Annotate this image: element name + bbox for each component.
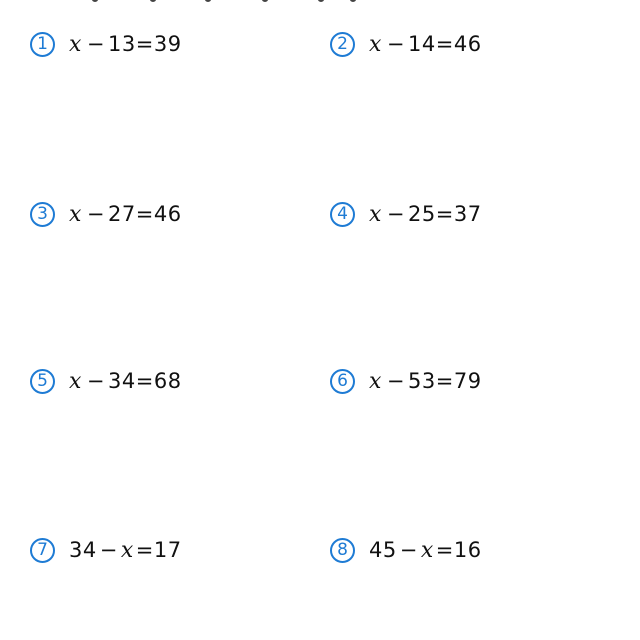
equation	[369, 202, 482, 227]
equation-result: 79	[453, 368, 482, 393]
equation	[369, 32, 482, 57]
equation-left: 45	[369, 537, 397, 562]
equals-sign: =	[435, 537, 454, 562]
problem-3	[30, 197, 182, 231]
equation	[69, 369, 182, 394]
minus-sign: −	[86, 368, 106, 393]
problem-7	[30, 533, 182, 567]
equation	[69, 202, 182, 227]
equation-left: x	[369, 31, 382, 57]
equation-result: 46	[153, 201, 182, 226]
equation-right: 25	[408, 201, 436, 226]
equation	[369, 538, 482, 563]
problem-6	[330, 364, 482, 398]
equation-right: 34	[108, 368, 136, 393]
equation-left: x	[369, 201, 382, 227]
equation-right: 13	[108, 31, 136, 56]
minus-sign: −	[386, 368, 406, 393]
minus-sign: −	[86, 31, 106, 56]
problem-2	[330, 27, 482, 61]
minus-sign: −	[399, 537, 418, 562]
equals-sign: =	[435, 368, 454, 393]
equation-result: 39	[153, 31, 182, 56]
minus-sign: −	[386, 201, 406, 226]
equals-sign: =	[135, 31, 154, 56]
cropped-top-text	[0, 0, 640, 4]
equation-left: x	[69, 201, 82, 227]
equals-sign: =	[135, 368, 154, 393]
equation-left: 34	[69, 537, 97, 562]
equation-right: x	[420, 537, 434, 563]
equation-left: x	[69, 368, 82, 394]
problem-number-badge: 4	[330, 202, 355, 227]
problem-number-badge: 5	[30, 369, 55, 394]
problem-number-badge: 8	[330, 538, 355, 563]
minus-sign: −	[86, 201, 106, 226]
equation	[69, 538, 182, 563]
problem-number-badge: 7	[30, 538, 55, 563]
equals-sign: =	[135, 201, 154, 226]
problem-number-badge: 2	[330, 32, 355, 57]
problem-5	[30, 364, 182, 398]
problem-number-badge: 1	[30, 32, 55, 57]
problem-number-badge: 6	[330, 369, 355, 394]
problem-4	[330, 197, 482, 231]
equation-result: 37	[453, 201, 482, 226]
equation	[369, 369, 482, 394]
equation-right: 14	[408, 31, 436, 56]
equals-sign: =	[435, 31, 454, 56]
minus-sign: −	[99, 537, 118, 562]
equation-right: x	[120, 537, 134, 563]
problem-1	[30, 27, 182, 61]
equation-result: 17	[153, 537, 182, 562]
equals-sign: =	[435, 201, 454, 226]
problem-number-badge: 3	[30, 202, 55, 227]
minus-sign: −	[386, 31, 406, 56]
problem-8	[330, 533, 482, 567]
equation-result: 16	[453, 537, 482, 562]
equation-left: x	[69, 31, 82, 57]
equation-right: 27	[108, 201, 136, 226]
equation-left: x	[369, 368, 382, 394]
equation-result: 68	[153, 368, 182, 393]
equation-right: 53	[408, 368, 436, 393]
equation-result: 46	[453, 31, 482, 56]
equals-sign: =	[135, 537, 154, 562]
equation	[69, 32, 182, 57]
